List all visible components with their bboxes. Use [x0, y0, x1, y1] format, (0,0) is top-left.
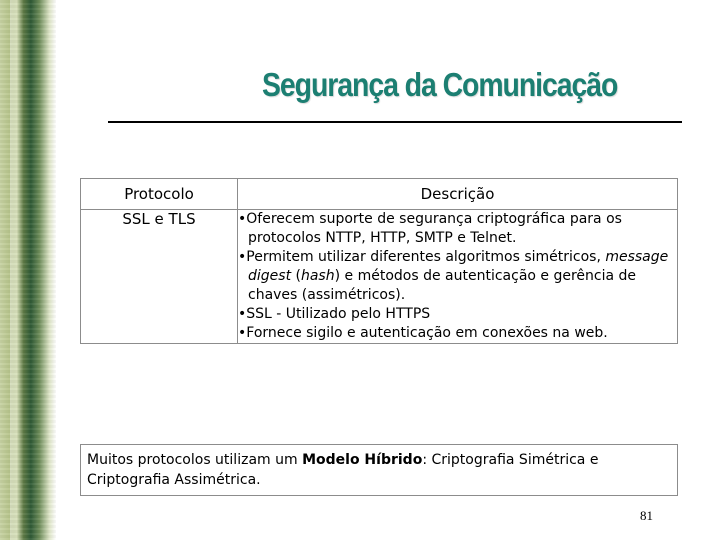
- bullet-item: •Permitem utilizar diferentes algoritmos simétricos, message digest (hash) e métodos de autenticação e gerência de chaves (assimétricos).: [238, 249, 669, 303]
- bullet-text: Oferecem suporte de segurança criptográfica para os protocolos NTTP, HTTP, SMTP e Telnet.: [246, 211, 622, 246]
- note-text: Muitos protocolos utilizam um: [87, 452, 303, 468]
- decorative-side-bar: [0, 0, 56, 540]
- bullet-item: •Oferecem suporte de segurança criptográfica para os protocolos NTTP, HTTP, SMTP e Telnet.: [238, 211, 622, 246]
- header-protocolo: Protocolo: [81, 179, 238, 210]
- bullet-text: ) e métodos de autenticação e gerência de chaves (assimétricos).: [248, 268, 637, 303]
- bullet-item: •SSL - Utilizado pelo HTTPS: [238, 306, 431, 322]
- description-cell: [238, 210, 678, 344]
- bullet-text: (: [291, 268, 301, 284]
- note-text: : Criptografia Simétrica e Criptografia Assimétrica.: [87, 452, 599, 488]
- italic-term: hash: [300, 268, 335, 284]
- bullet-text: Permitem utilizar diferentes algoritmos simétricos,: [246, 249, 606, 265]
- table-row: [81, 210, 678, 344]
- table-header-row: [81, 179, 678, 210]
- protocol-table: [80, 178, 678, 344]
- title-underline: [108, 121, 682, 123]
- italic-term: message digest: [248, 249, 669, 284]
- page-number: 81: [640, 508, 653, 523]
- bullet-item: •Fornece sigilo e autenticação em conexões na web.: [238, 325, 608, 341]
- bullet-text: SSL - Utilizado pelo HTTPS: [246, 306, 431, 322]
- header-descricao: Descrição: [238, 179, 678, 210]
- slide-title: Segurança da Comunicação: [262, 66, 618, 103]
- bullet-text: Fornece sigilo e autenticação em conexões na web.: [246, 325, 608, 341]
- hybrid-model-note: [80, 444, 678, 496]
- note-bold-term: Modelo Híbrido: [302, 452, 423, 468]
- protocol-cell: SSL e TLS: [81, 210, 238, 344]
